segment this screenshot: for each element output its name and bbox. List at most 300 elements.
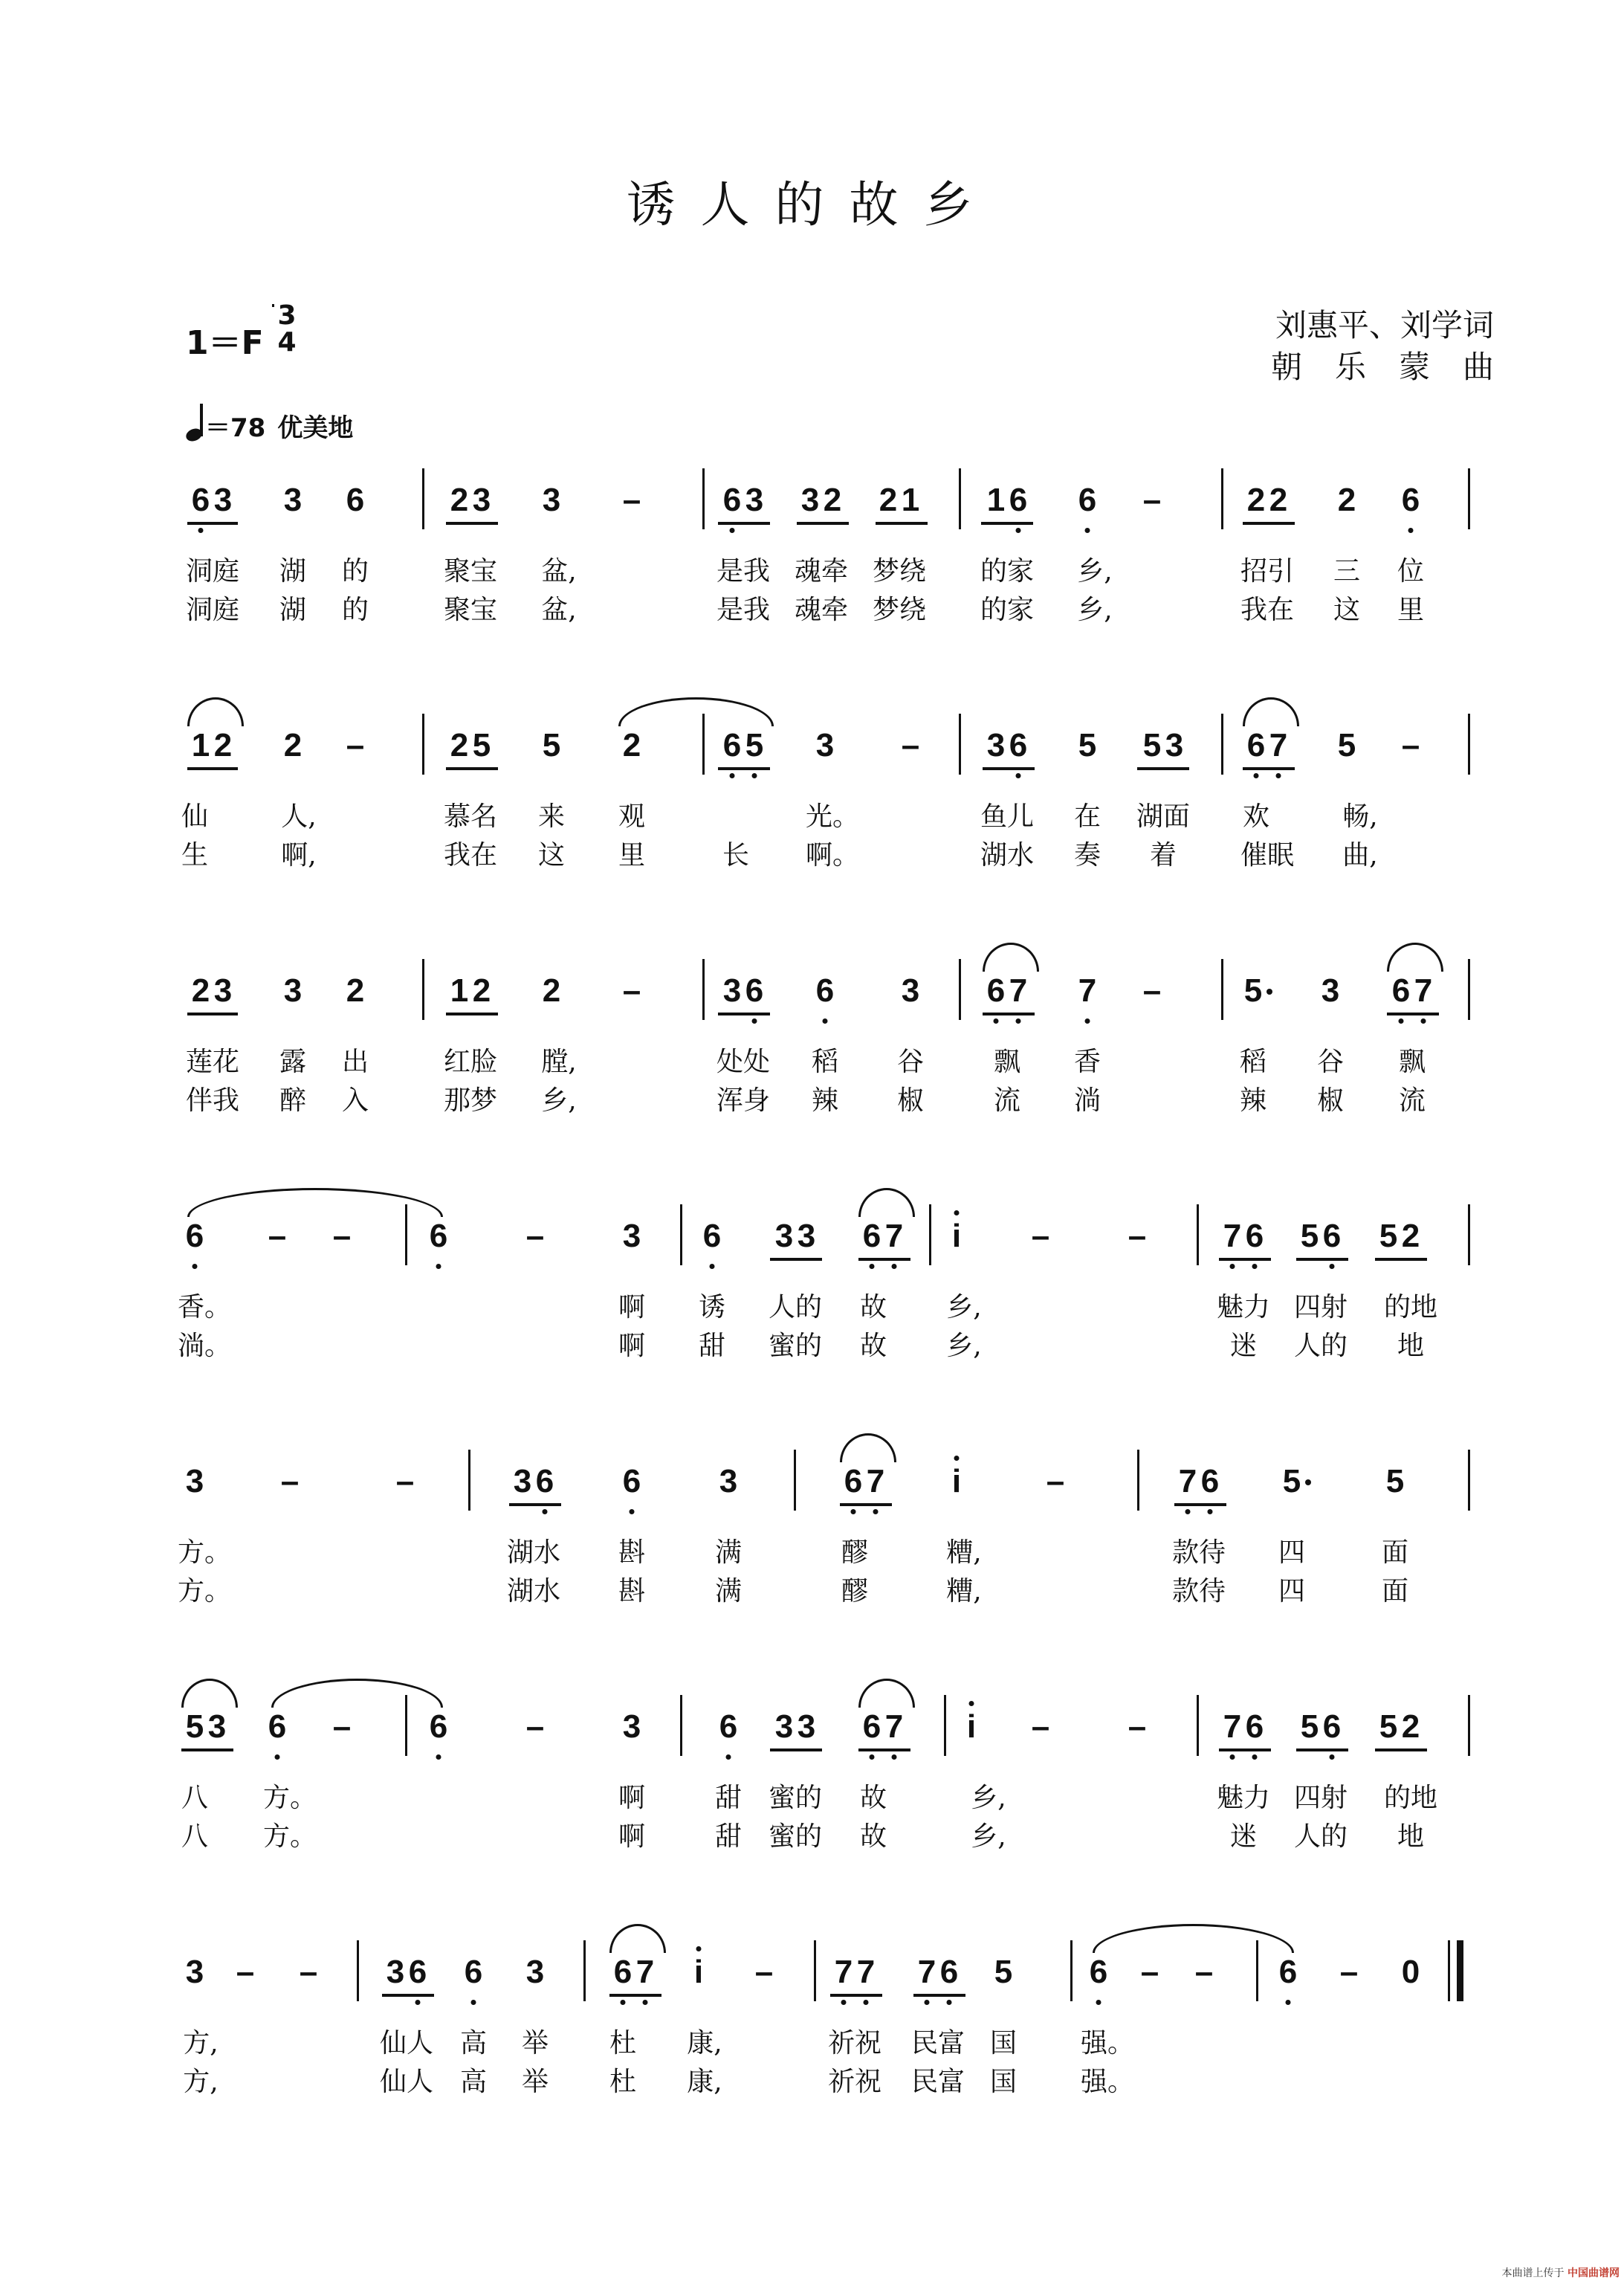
note: – [1339, 1954, 1359, 1990]
lyric-syllable: 稻 [811, 1047, 839, 1077]
lyric-syllable: 红脸 [443, 1047, 498, 1077]
lyric-syllable: 强。 [1080, 2028, 1135, 2058]
lyric-syllable: 醪 [841, 1576, 869, 1607]
octave-dot-low [892, 1264, 897, 1269]
lyric-syllable: 湖 [279, 595, 307, 625]
note: 3 [525, 1954, 545, 1990]
note: 3 [986, 727, 1006, 763]
note: 3 [745, 482, 764, 518]
note: 6 [722, 482, 742, 518]
lyric-syllable: 洞庭 [185, 595, 240, 625]
note: 5 [745, 727, 764, 763]
note: i [951, 1218, 962, 1254]
lyric-syllable: 三 [1333, 556, 1361, 587]
lyric-syllable: 故 [859, 1783, 887, 1813]
lyric-syllable: 方。 [262, 1783, 317, 1813]
barline [422, 959, 424, 1020]
note: – [901, 727, 920, 763]
barline [1197, 1695, 1199, 1756]
octave-dot-low [994, 1018, 999, 1024]
lyric-syllable: 伴我 [185, 1085, 240, 1116]
lyric-syllable: 面 [1381, 1537, 1409, 1568]
note: 6 [719, 1708, 738, 1745]
lyric-syllable: 糟, [946, 1576, 982, 1607]
lyric-syllable: 民富 [910, 2067, 965, 2097]
lyric-syllable: 乡, [1077, 556, 1113, 587]
barline [1468, 714, 1470, 775]
octave-dot-low [198, 528, 204, 533]
lyric-verse-2 [0, 1570, 1624, 1609]
barline [422, 468, 424, 529]
octave-dot-high [696, 1946, 702, 1951]
lyric-syllable: 八 [181, 1821, 209, 1852]
note: 1 [901, 482, 920, 518]
lyric-syllable: 仙人 [379, 2067, 434, 2097]
lyric-verse-2 [0, 589, 1624, 627]
note: 6 [622, 1463, 641, 1499]
barline [1468, 1204, 1470, 1265]
lyric-syllable: 聚宝 [443, 556, 498, 587]
beam-underline [1137, 767, 1189, 770]
note: 3 [901, 972, 920, 1009]
beam-underline [1296, 1748, 1348, 1751]
lyric-syllable: 的家 [980, 595, 1035, 625]
octave-dot-low [752, 1018, 757, 1024]
note: 6 [1009, 727, 1028, 763]
lyric-syllable: 仙 [181, 801, 209, 832]
lyric-syllable: 人的 [768, 1292, 823, 1323]
octave-dot-low [471, 2000, 476, 2005]
octave-dot-low [870, 1264, 875, 1269]
note: 6 [862, 1218, 881, 1254]
octave-dot-low [870, 1754, 875, 1760]
lyric-syllable: 故 [859, 1821, 887, 1852]
lyric-verse-1 [0, 1286, 1624, 1325]
lyric-syllable: 是我 [716, 556, 771, 587]
octave-dot-low [415, 2000, 421, 2005]
lyric-syllable: 啊。 [805, 840, 860, 871]
lyric-syllable: 满 [714, 1576, 743, 1607]
lyric-syllable: 谷 [1316, 1047, 1345, 1077]
beam-underline [181, 1748, 233, 1751]
beam-underline [1174, 1503, 1226, 1506]
lyric-syllable: 盆, [541, 595, 577, 625]
lyric-syllable: 仙人 [379, 2028, 434, 2058]
lyric-syllable: 里 [1397, 595, 1425, 625]
augmentation-dot [1266, 989, 1272, 995]
barline [468, 1450, 470, 1511]
lyric-syllable: 康, [687, 2067, 722, 2097]
lyric-verse-1 [0, 1531, 1624, 1570]
lyric-syllable: 乡, [971, 1783, 1006, 1813]
barline [583, 1940, 586, 2001]
lyric-syllable: 椒 [1316, 1085, 1345, 1116]
lyric-syllable: 斟 [618, 1537, 646, 1568]
note: 3 [185, 1463, 204, 1499]
note: 5 [1379, 1708, 1398, 1745]
note: – [280, 1463, 300, 1499]
beam-underline [981, 522, 1033, 525]
barline [959, 714, 961, 775]
octave-dot-low [643, 2000, 648, 2005]
octave-dot-low [823, 1018, 828, 1024]
octave-dot-low [621, 2000, 626, 2005]
note: 6 [429, 1708, 448, 1745]
beam-underline [187, 1013, 238, 1015]
note: 7 [884, 1708, 904, 1745]
note: 3 [185, 1954, 204, 1990]
note: 7 [1009, 972, 1028, 1009]
lyric-verse-2 [0, 2061, 1624, 2099]
note: 6 [844, 1463, 863, 1499]
lyric-syllable: 飘 [993, 1047, 1021, 1077]
octave-dot-low [851, 1509, 856, 1514]
barline [702, 714, 705, 775]
lyric-syllable: 啊 [618, 1821, 646, 1852]
octave-dot-low [947, 2000, 952, 2005]
footer [1502, 2265, 1620, 2280]
lyric-syllable: 四 [1278, 1576, 1306, 1607]
note: 2 [472, 972, 491, 1009]
note: – [332, 1708, 352, 1745]
note: 6 [745, 972, 764, 1009]
lyric-verse-1 [0, 795, 1624, 834]
octave-dot-low [193, 1264, 198, 1269]
lyric-syllable: 是我 [716, 595, 771, 625]
lyric-syllable: 方。 [177, 1576, 232, 1607]
note: 6 [185, 1218, 204, 1254]
octave-dot-low [1408, 528, 1414, 533]
note: 2 [1401, 1708, 1420, 1745]
note: i [951, 1463, 962, 1499]
lyric-syllable: 祈祝 [827, 2028, 882, 2058]
note: – [525, 1218, 545, 1254]
slur [858, 1679, 915, 1708]
time-bottom: 4 [277, 327, 297, 358]
note: 2 [879, 482, 898, 518]
barline [959, 468, 961, 529]
barline [1468, 468, 1470, 529]
beam-underline [858, 1748, 910, 1751]
beam-underline [876, 522, 928, 525]
lyric-syllable: 洞庭 [185, 556, 240, 587]
beam-underline [1219, 1258, 1271, 1261]
note: 6 [939, 1954, 959, 1990]
octave-dot-low [1085, 528, 1090, 533]
note: 7 [1269, 727, 1288, 763]
final-barline [1448, 1940, 1450, 2001]
lyric-syllable: 蜜的 [768, 1821, 823, 1852]
key-label: 1＝F [186, 324, 264, 362]
slur [181, 1679, 238, 1708]
note: – [1401, 727, 1420, 763]
note: 6 [702, 1218, 722, 1254]
lyric-verse-2 [0, 834, 1624, 873]
octave-dot-low [275, 1754, 280, 1760]
beam-underline [840, 1503, 892, 1506]
lyric-syllable: 我在 [443, 840, 498, 871]
note: 7 [1414, 972, 1433, 1009]
octave-dot-low [1016, 528, 1021, 533]
notes-line [0, 468, 1624, 550]
beam-underline [718, 767, 770, 770]
barline [702, 959, 705, 1020]
lyric-syllable: 奏 [1073, 840, 1101, 871]
notes-line [0, 714, 1624, 795]
note: 2 [1269, 482, 1288, 518]
beam-underline [1375, 1258, 1427, 1261]
lyric-syllable: 催眠 [1240, 840, 1295, 871]
note: 5 [1337, 727, 1356, 763]
lyric-syllable: 的家 [980, 556, 1035, 587]
barline [405, 1204, 407, 1265]
barline [1468, 1450, 1470, 1511]
slur [1093, 1924, 1294, 1953]
lyric-syllable: 莲花 [185, 1047, 240, 1077]
note: 5 [185, 1708, 204, 1745]
barline [929, 1204, 931, 1265]
octave-dot-low [1399, 1018, 1404, 1024]
barline [680, 1695, 682, 1756]
note: 7 [1223, 1218, 1242, 1254]
note: 6 [1391, 972, 1411, 1009]
note: 3 [213, 482, 233, 518]
beam-underline [718, 1013, 770, 1015]
note: 3 [774, 1708, 794, 1745]
note: 5 [1282, 1463, 1301, 1499]
time-signature [272, 300, 302, 358]
lyric-syllable: 款待 [1171, 1537, 1226, 1568]
octave-dot-high [969, 1701, 974, 1706]
beam-underline [983, 1013, 1035, 1015]
octave-dot-low [1330, 1264, 1335, 1269]
notes-line [0, 1940, 1624, 2022]
barline [702, 468, 705, 529]
tempo-bpm: ＝78 [205, 413, 266, 443]
note: 3 [622, 1708, 641, 1745]
note: 7 [1223, 1708, 1242, 1745]
lyric-syllable: 乡, [541, 1085, 577, 1116]
lyric-syllable: 蜜的 [768, 1331, 823, 1361]
octave-dot-low [1185, 1509, 1191, 1514]
lyric-syllable: 曲, [1342, 840, 1378, 871]
note: 6 [1089, 1954, 1108, 1990]
note: 2 [622, 727, 641, 763]
lyric-syllable: 聚宝 [443, 595, 498, 625]
lyric-syllable: 乡, [1077, 595, 1113, 625]
note: 6 [346, 482, 365, 518]
note: 3 [719, 1463, 738, 1499]
lyric-syllable: 斟 [618, 1576, 646, 1607]
lyric-syllable: 湖水 [506, 1537, 561, 1568]
note: – [754, 1954, 774, 1990]
lyric-syllable: 啊, [281, 840, 317, 871]
note: 1 [450, 972, 469, 1009]
octave-dot-low [1230, 1754, 1235, 1760]
note: 6 [815, 972, 835, 1009]
note: – [622, 482, 641, 518]
lyric-syllable: 那梦 [443, 1085, 498, 1116]
octave-dot-low [925, 2000, 930, 2005]
augmentation-dot [1305, 1479, 1311, 1485]
barline [1070, 1940, 1073, 2001]
lyric-syllable: 畅, [1342, 801, 1378, 832]
note: 5 [994, 1954, 1013, 1990]
note: 6 [1245, 1218, 1264, 1254]
note: – [346, 727, 365, 763]
score-title: 诱人的故乡 [626, 176, 998, 233]
note: 7 [866, 1463, 885, 1499]
lyric-syllable: 魅力 [1216, 1783, 1271, 1813]
lyric-syllable: 方。 [177, 1537, 232, 1568]
lyric-syllable: 处处 [716, 1047, 771, 1077]
octave-dot-low [1208, 1509, 1213, 1514]
lyric-syllable: 流 [1398, 1085, 1426, 1116]
note: 7 [1178, 1463, 1197, 1499]
lyric-syllable: 人的 [1293, 1331, 1348, 1361]
lyric-syllable: 四射 [1293, 1783, 1348, 1813]
note: 2 [1401, 1218, 1420, 1254]
lyric-syllable: 露 [279, 1047, 307, 1077]
lyric-syllable: 入 [341, 1085, 369, 1116]
lyric-syllable: 位 [1397, 556, 1425, 587]
lyric-verse-1 [0, 1777, 1624, 1815]
lyric-syllable: 的地 [1383, 1292, 1438, 1323]
lyric-syllable: 醉 [279, 1085, 307, 1116]
lyric-syllable: 在 [1073, 801, 1101, 832]
note: 3 [622, 1218, 641, 1254]
lyric-syllable: 举 [521, 2067, 549, 2097]
note: 6 [613, 1954, 633, 1990]
lyric-syllable: 蜜的 [768, 1783, 823, 1813]
note: 3 [386, 1954, 405, 1990]
slur [1243, 697, 1299, 726]
lyric-syllable: 湖面 [1136, 801, 1191, 832]
lyric-syllable: 诱 [698, 1292, 726, 1323]
octave-dot-low [436, 1754, 441, 1760]
note: 6 [464, 1954, 483, 1990]
beam-underline [1387, 1013, 1439, 1015]
lyric-syllable: 的 [341, 556, 369, 587]
note: 3 [797, 1218, 816, 1254]
lyric-syllable: 杜 [609, 2067, 637, 2097]
beam-underline [187, 522, 238, 525]
note: 3 [542, 482, 561, 518]
note: 5 [1300, 1708, 1319, 1745]
note: 6 [408, 1954, 427, 1990]
note: 3 [800, 482, 820, 518]
note: 3 [797, 1708, 816, 1745]
lyric-syllable: 梦绕 [872, 556, 927, 587]
note: – [1046, 1463, 1065, 1499]
lyric-syllable: 湖 [279, 556, 307, 587]
note: 5 [1142, 727, 1162, 763]
octave-dot-low [710, 1264, 715, 1269]
note: i [693, 1954, 704, 1990]
slur [609, 1924, 666, 1953]
lyric-syllable: 乡, [946, 1292, 982, 1323]
octave-dot-low [543, 1509, 548, 1514]
lyric-syllable: 的 [341, 595, 369, 625]
barline [944, 1695, 946, 1756]
note: 6 [1200, 1463, 1220, 1499]
final-barline-thick [1457, 1940, 1463, 2001]
note: 5 [1078, 727, 1097, 763]
beam-underline [858, 1258, 910, 1261]
octave-dot-low [1252, 1264, 1258, 1269]
lyricist: 刘惠平、刘学词 [1275, 307, 1494, 343]
lyric-verse-1 [0, 2022, 1624, 2061]
octave-dot-low [1254, 773, 1259, 778]
lyric-syllable: 稻 [1239, 1047, 1267, 1077]
note: i [966, 1708, 977, 1745]
beam-underline [797, 522, 849, 525]
lyric-syllable: 来 [537, 801, 566, 832]
lyric-syllable: 八 [181, 1783, 209, 1813]
note: 2 [450, 727, 469, 763]
octave-dot-low [1016, 1018, 1021, 1024]
note: 5 [1243, 972, 1263, 1009]
lyric-syllable: 观 [618, 801, 646, 832]
note: – [1031, 1218, 1050, 1254]
note: 3 [774, 1218, 794, 1254]
lyric-syllable: 款待 [1171, 1576, 1226, 1607]
note: 2 [1337, 482, 1356, 518]
lyric-syllable: 强。 [1080, 2067, 1135, 2097]
beam-underline [1243, 522, 1295, 525]
octave-dot-low [1096, 2000, 1101, 2005]
beam-underline [770, 1258, 822, 1261]
octave-dot-high [954, 1456, 960, 1461]
note: 0 [1401, 1954, 1420, 1990]
notes-line [0, 1204, 1624, 1286]
note: 6 [429, 1218, 448, 1254]
note: 6 [862, 1708, 881, 1745]
note: 2 [213, 727, 233, 763]
note: 7 [917, 1954, 936, 1990]
beam-underline [509, 1503, 561, 1506]
lyric-syllable: 甜 [714, 1821, 743, 1852]
notes-line [0, 1695, 1624, 1777]
note: 6 [1246, 727, 1266, 763]
lyric-syllable: 流 [993, 1085, 1021, 1116]
lyric-syllable: 这 [537, 840, 566, 871]
slur [840, 1433, 896, 1462]
barline [357, 1940, 359, 2001]
lyric-syllable: 招引 [1240, 556, 1295, 587]
note: 7 [856, 1954, 876, 1990]
barline [1468, 1695, 1470, 1756]
lyric-syllable: 乡, [946, 1331, 982, 1361]
note: 3 [815, 727, 835, 763]
note: 2 [450, 482, 469, 518]
lyric-syllable: 四 [1278, 1537, 1306, 1568]
note: 6 [1009, 482, 1028, 518]
lyric-syllable: 啊 [618, 1292, 646, 1323]
note: – [1140, 1954, 1159, 1990]
tempo-marking: 优美地 [277, 413, 354, 443]
lyric-syllable: 满 [714, 1537, 743, 1568]
lyric-syllable: 人的 [1293, 1821, 1348, 1852]
beam-underline [609, 1994, 661, 1997]
octave-dot-low [730, 773, 735, 778]
note: 5 [1300, 1218, 1319, 1254]
lyric-syllable: 辣 [811, 1085, 839, 1116]
notes-line [0, 959, 1624, 1041]
barline [1221, 714, 1223, 775]
slur [618, 697, 774, 726]
lyric-syllable: 国 [989, 2028, 1018, 2058]
